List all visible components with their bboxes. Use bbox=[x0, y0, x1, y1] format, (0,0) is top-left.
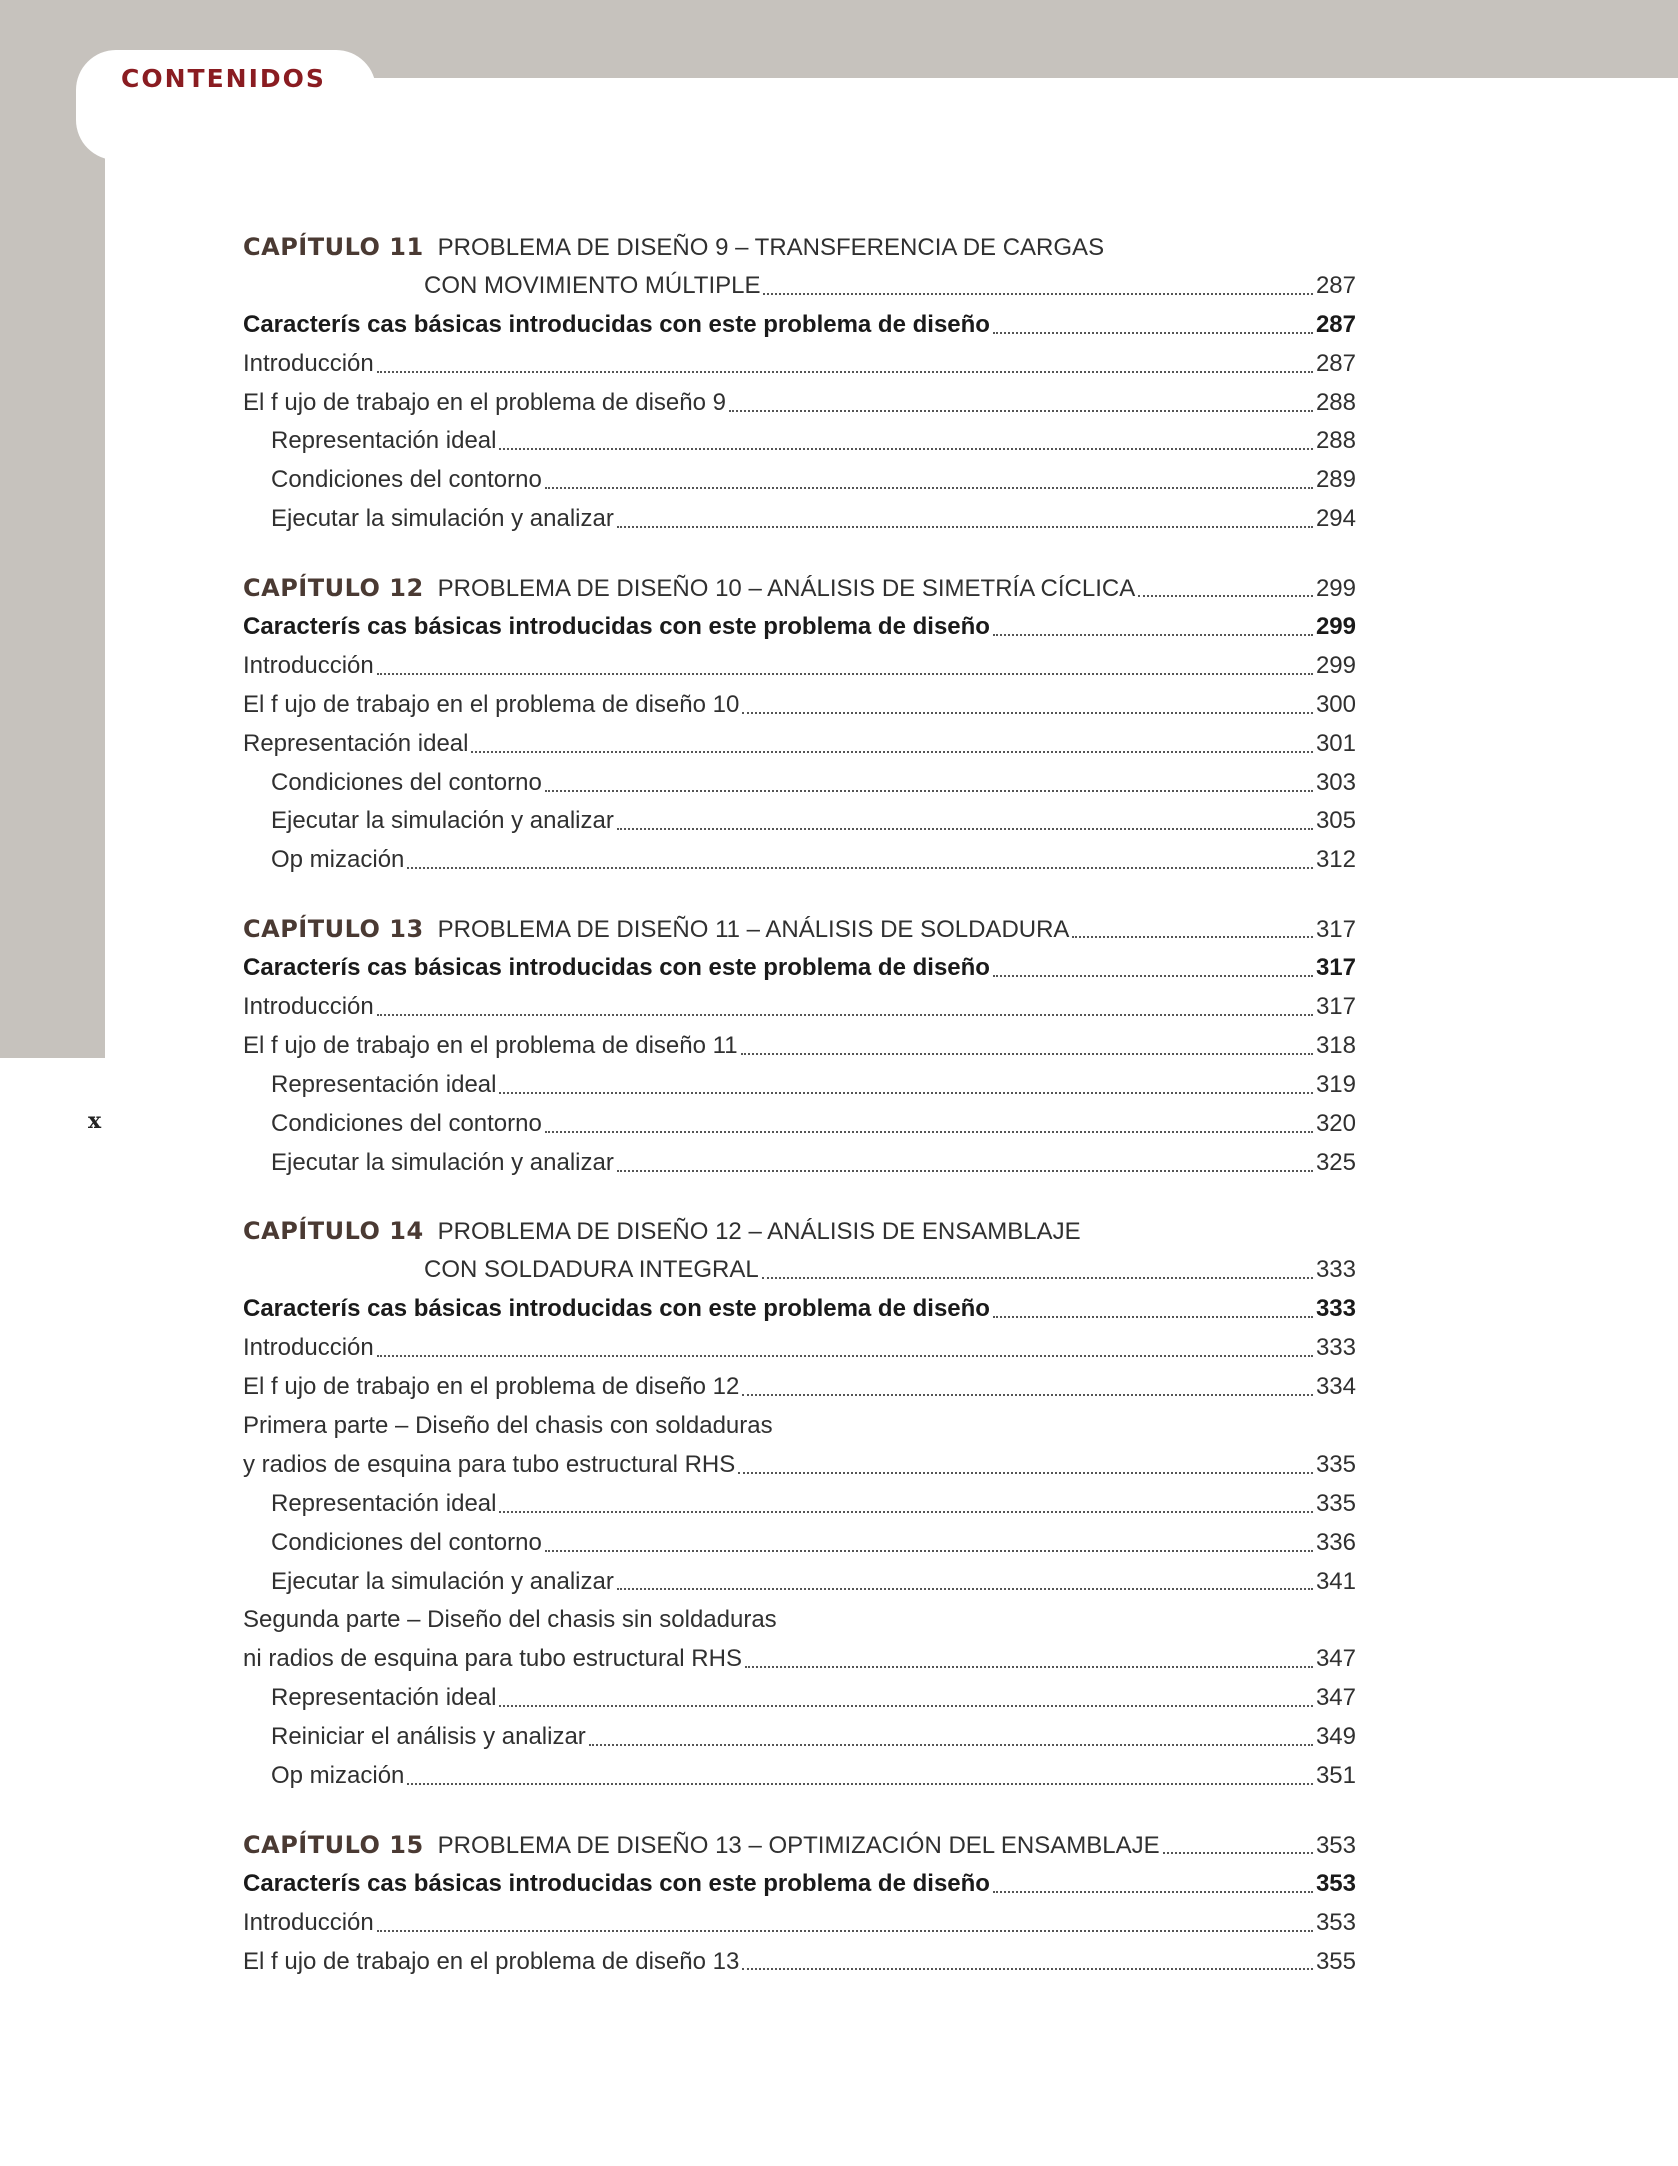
toc-entry-title: Introducción bbox=[243, 349, 374, 377]
dot-leader bbox=[993, 1315, 1313, 1318]
toc-entry-page: 318 bbox=[1315, 1031, 1356, 1059]
dot-leader bbox=[617, 827, 1313, 830]
chapter-heading[interactable] bbox=[243, 1251, 1356, 1290]
toc-entry-page: 288 bbox=[1315, 388, 1356, 416]
chapter-heading[interactable] bbox=[243, 910, 1356, 949]
dot-leader bbox=[993, 633, 1313, 636]
dot-leader bbox=[745, 1665, 1313, 1668]
toc-entry[interactable] bbox=[243, 1485, 1356, 1524]
toc-entry-title: Introducción bbox=[243, 1334, 374, 1362]
toc-entry-page: 347 bbox=[1315, 1684, 1356, 1712]
toc-entry-title: El f ujo de trabajo en el problema de diseño 10 bbox=[243, 690, 740, 718]
dot-leader bbox=[545, 789, 1313, 792]
toc-entry-title: Condiciones del contorno bbox=[271, 1109, 542, 1137]
dot-leader bbox=[742, 1967, 1313, 1970]
toc-entry[interactable] bbox=[243, 802, 1356, 841]
chapter-heading[interactable] bbox=[243, 1826, 1356, 1865]
toc-entry[interactable] bbox=[243, 841, 1356, 880]
toc-entry-title: Introducción bbox=[243, 651, 374, 679]
toc-entry-title: Caracterís cas básicas introducidas con este problema de diseño bbox=[243, 1869, 990, 1897]
chapter-label: CAPÍTULO 11 bbox=[243, 233, 424, 261]
dot-leader bbox=[729, 409, 1313, 412]
toc-entry-page: 294 bbox=[1315, 505, 1356, 533]
chapter-page: 299 bbox=[1315, 575, 1356, 603]
dot-leader bbox=[499, 1091, 1312, 1094]
toc-entry[interactable] bbox=[243, 1679, 1356, 1718]
dot-leader bbox=[1138, 594, 1313, 597]
toc-entry-title: Condiciones del contorno bbox=[271, 466, 542, 494]
side-band bbox=[0, 0, 105, 1058]
toc-entry-title: El f ujo de trabajo en el problema de diseño 12 bbox=[243, 1373, 740, 1401]
toc-entry-title: Caracterís cas básicas introducidas con este problema de diseño bbox=[243, 613, 990, 641]
toc-entry-title: Reiniciar el análisis y analizar bbox=[271, 1723, 586, 1751]
toc-entry-title: Segunda parte – Diseño del chasis sin soldaduras bbox=[243, 1606, 777, 1634]
toc-entry-page: 347 bbox=[1315, 1645, 1356, 1673]
dot-leader bbox=[738, 1471, 1313, 1474]
toc-entry[interactable] bbox=[243, 1524, 1356, 1563]
dot-leader bbox=[545, 486, 1313, 489]
dot-leader bbox=[377, 370, 1313, 373]
chapter-title: PROBLEMA DE DISEÑO 9 – TRANSFERENCIA DE CARGAS bbox=[437, 234, 1105, 261]
toc-entry-page: 349 bbox=[1315, 1723, 1356, 1751]
dot-leader bbox=[499, 1510, 1312, 1513]
dot-leader bbox=[993, 974, 1313, 977]
dot-leader bbox=[741, 1052, 1313, 1055]
toc-entry-title: Caracterís cas básicas introducidas con este problema de diseño bbox=[243, 954, 990, 982]
chapter-page: 287 bbox=[1315, 271, 1356, 299]
toc-entry-features[interactable] bbox=[243, 949, 1356, 988]
chapter-title: CON MOVIMIENTO MÚLTIPLE bbox=[424, 271, 761, 299]
toc-entry-title: Ejecutar la simulación y analizar bbox=[271, 1567, 614, 1595]
toc-entry[interactable] bbox=[243, 988, 1356, 1027]
toc-entry-title: Representación ideal bbox=[271, 1684, 497, 1712]
toc-entry-page: 305 bbox=[1315, 807, 1356, 835]
chapter-group bbox=[243, 1826, 1356, 1982]
table-of-contents bbox=[243, 228, 1356, 2011]
toc-entry-page: 334 bbox=[1315, 1373, 1356, 1401]
toc-entry-title: Op mización bbox=[271, 846, 405, 874]
toc-entry-features[interactable] bbox=[243, 1290, 1356, 1329]
toc-entry[interactable] bbox=[243, 1640, 1356, 1679]
toc-entry[interactable] bbox=[243, 1105, 1356, 1144]
toc-entry-title: Ejecutar la simulación y analizar bbox=[271, 1148, 614, 1176]
toc-entry-page: 317 bbox=[1315, 954, 1356, 982]
dot-leader bbox=[377, 1929, 1313, 1932]
toc-entry-page: 289 bbox=[1315, 466, 1356, 494]
toc-entry-page: 353 bbox=[1315, 1908, 1356, 1936]
toc-entry-page: 319 bbox=[1315, 1070, 1356, 1098]
toc-entry-page: 351 bbox=[1315, 1761, 1356, 1789]
chapter-title: PROBLEMA DE DISEÑO 13 – OPTIMIZACIÓN DEL ENSAMBLAJE bbox=[437, 1831, 1160, 1859]
toc-entry-title: Caracterís cas básicas introducidas con este problema de diseño bbox=[243, 1295, 990, 1323]
toc-entry-page: 353 bbox=[1315, 1869, 1356, 1897]
toc-entry-page: 312 bbox=[1315, 846, 1356, 874]
toc-entry-page: 287 bbox=[1315, 349, 1356, 377]
toc-entry-features[interactable] bbox=[243, 1865, 1356, 1904]
dot-leader bbox=[377, 1013, 1313, 1016]
dot-leader bbox=[617, 1169, 1313, 1172]
toc-entry-title: Ejecutar la simulación y analizar bbox=[271, 505, 614, 533]
toc-entry[interactable] bbox=[243, 422, 1356, 461]
toc-entry-page: 303 bbox=[1315, 768, 1356, 796]
toc-entry[interactable] bbox=[243, 686, 1356, 725]
toc-entry-title: Primera parte – Diseño del chasis con soldaduras bbox=[243, 1411, 773, 1439]
chapter-label: CAPÍTULO 14 bbox=[243, 1217, 424, 1246]
toc-entry-page: 300 bbox=[1315, 690, 1356, 718]
dot-leader bbox=[780, 1627, 1353, 1628]
dot-leader bbox=[545, 1130, 1313, 1133]
toc-entry-page: 287 bbox=[1315, 310, 1356, 338]
toc-entry[interactable] bbox=[243, 500, 1356, 539]
toc-entry-title: Condiciones del contorno bbox=[271, 768, 542, 796]
chapter-group bbox=[243, 1212, 1356, 1795]
toc-entry-title: Op mización bbox=[271, 1761, 405, 1789]
toc-entry[interactable] bbox=[243, 1601, 1356, 1640]
toc-entry[interactable] bbox=[243, 1368, 1356, 1407]
chapter-heading[interactable] bbox=[243, 569, 1356, 608]
dot-leader bbox=[993, 1890, 1313, 1893]
toc-entry-page: 299 bbox=[1315, 651, 1356, 679]
chapter-title: CON SOLDADURA INTEGRAL bbox=[424, 1256, 759, 1284]
chapter-page: 333 bbox=[1315, 1256, 1356, 1284]
toc-entry-page: 355 bbox=[1315, 1947, 1356, 1975]
toc-entry[interactable] bbox=[243, 1407, 1356, 1446]
chapter-group bbox=[243, 228, 1356, 539]
chapter-heading[interactable] bbox=[243, 228, 1356, 267]
chapter-label: CAPÍTULO 15 bbox=[243, 1830, 424, 1859]
toc-entry-title: Introducción bbox=[243, 993, 374, 1021]
dot-leader bbox=[1084, 1238, 1353, 1239]
dot-leader bbox=[617, 525, 1313, 528]
dot-leader bbox=[762, 1276, 1313, 1279]
dot-leader bbox=[776, 1433, 1353, 1434]
toc-entry[interactable] bbox=[243, 384, 1356, 423]
chapter-page: 353 bbox=[1315, 1831, 1356, 1859]
toc-entry-title: Representación ideal bbox=[271, 427, 497, 455]
dot-leader bbox=[1107, 254, 1353, 255]
toc-entry-page: 317 bbox=[1315, 993, 1356, 1021]
toc-entry-page: 336 bbox=[1315, 1528, 1356, 1556]
page-number: x bbox=[88, 1108, 102, 1134]
toc-entry-title: Representación ideal bbox=[243, 729, 469, 757]
toc-entry-title: Representación ideal bbox=[271, 1070, 497, 1098]
toc-entry[interactable] bbox=[243, 1757, 1356, 1796]
toc-entry-title: y radios de esquina para tubo estructural RHS bbox=[243, 1450, 736, 1478]
toc-entry[interactable] bbox=[243, 1066, 1356, 1105]
toc-entry[interactable] bbox=[243, 1027, 1356, 1066]
section-tab-base bbox=[105, 120, 405, 180]
dot-leader bbox=[407, 1782, 1313, 1785]
toc-entry-title: El f ujo de trabajo en el problema de diseño 11 bbox=[243, 1031, 738, 1059]
toc-entry[interactable] bbox=[243, 1943, 1356, 1982]
section-label: CONTENIDOS bbox=[121, 64, 326, 93]
toc-entry-page: 335 bbox=[1315, 1450, 1356, 1478]
dot-leader bbox=[377, 1354, 1313, 1357]
toc-entry-page: 288 bbox=[1315, 427, 1356, 455]
chapter-label: CAPÍTULO 12 bbox=[243, 574, 424, 603]
toc-entry-page: 333 bbox=[1315, 1295, 1356, 1323]
toc-entry-title: El f ujo de trabajo en el problema de diseño 13 bbox=[243, 1947, 740, 1975]
toc-entry-page: 333 bbox=[1315, 1334, 1356, 1362]
toc-entry[interactable] bbox=[243, 461, 1356, 500]
dot-leader bbox=[763, 292, 1312, 295]
toc-entry-page: 299 bbox=[1315, 613, 1356, 641]
chapter-page: 317 bbox=[1315, 916, 1356, 944]
dot-leader bbox=[471, 750, 1312, 753]
dot-leader bbox=[993, 331, 1313, 334]
chapter-title: PROBLEMA DE DISEÑO 11 – ANÁLISIS DE SOLDADURA bbox=[437, 916, 1070, 944]
toc-entry-features[interactable] bbox=[243, 608, 1356, 647]
toc-entry[interactable] bbox=[243, 345, 1356, 384]
dot-leader bbox=[589, 1743, 1313, 1746]
toc-entry-features[interactable] bbox=[243, 306, 1356, 345]
toc-entry-page: 301 bbox=[1315, 729, 1356, 757]
toc-entry[interactable] bbox=[243, 725, 1356, 764]
toc-entry-page: 325 bbox=[1315, 1148, 1356, 1176]
toc-entry[interactable] bbox=[243, 1329, 1356, 1368]
toc-entry-title: Ejecutar la simulación y analizar bbox=[271, 807, 614, 835]
dot-leader bbox=[499, 1704, 1312, 1707]
toc-entry-page: 320 bbox=[1315, 1109, 1356, 1137]
dot-leader bbox=[1072, 935, 1313, 938]
dot-leader bbox=[742, 1393, 1313, 1396]
dot-leader bbox=[545, 1549, 1313, 1552]
toc-entry[interactable] bbox=[243, 1446, 1356, 1485]
toc-entry-title: Introducción bbox=[243, 1908, 374, 1936]
toc-entry-page: 335 bbox=[1315, 1489, 1356, 1517]
toc-entry[interactable] bbox=[243, 647, 1356, 686]
dot-leader bbox=[407, 866, 1313, 869]
chapter-title: PROBLEMA DE DISEÑO 10 – ANÁLISIS DE SIMETRÍA CÍCLICA bbox=[437, 575, 1136, 603]
dot-leader bbox=[1163, 1851, 1313, 1854]
chapter-group bbox=[243, 569, 1356, 880]
chapter-group bbox=[243, 910, 1356, 1182]
toc-entry-page: 341 bbox=[1315, 1567, 1356, 1595]
dot-leader bbox=[617, 1587, 1313, 1590]
dot-leader bbox=[377, 672, 1313, 675]
toc-entry-title: Condiciones del contorno bbox=[271, 1528, 542, 1556]
toc-entry-title: Caracterís cas básicas introducidas con este problema de diseño bbox=[243, 310, 990, 338]
toc-entry-title: Representación ideal bbox=[271, 1489, 497, 1517]
toc-entry[interactable] bbox=[243, 1563, 1356, 1602]
toc-entry[interactable] bbox=[243, 1904, 1356, 1943]
chapter-label: CAPÍTULO 13 bbox=[243, 915, 424, 944]
toc-entry[interactable] bbox=[243, 764, 1356, 803]
toc-entry-title: El f ujo de trabajo en el problema de diseño 9 bbox=[243, 388, 726, 416]
chapter-heading[interactable] bbox=[243, 1212, 1356, 1251]
toc-entry[interactable] bbox=[243, 1144, 1356, 1183]
chapter-heading[interactable] bbox=[243, 267, 1356, 306]
dot-leader bbox=[499, 447, 1312, 450]
dot-leader bbox=[742, 711, 1313, 714]
chapter-title: PROBLEMA DE DISEÑO 12 – ANÁLISIS DE ENSAMBLAJE bbox=[437, 1218, 1081, 1246]
toc-entry-title: ni radios de esquina para tubo estructural RHS bbox=[243, 1645, 742, 1673]
toc-entry[interactable] bbox=[243, 1718, 1356, 1757]
